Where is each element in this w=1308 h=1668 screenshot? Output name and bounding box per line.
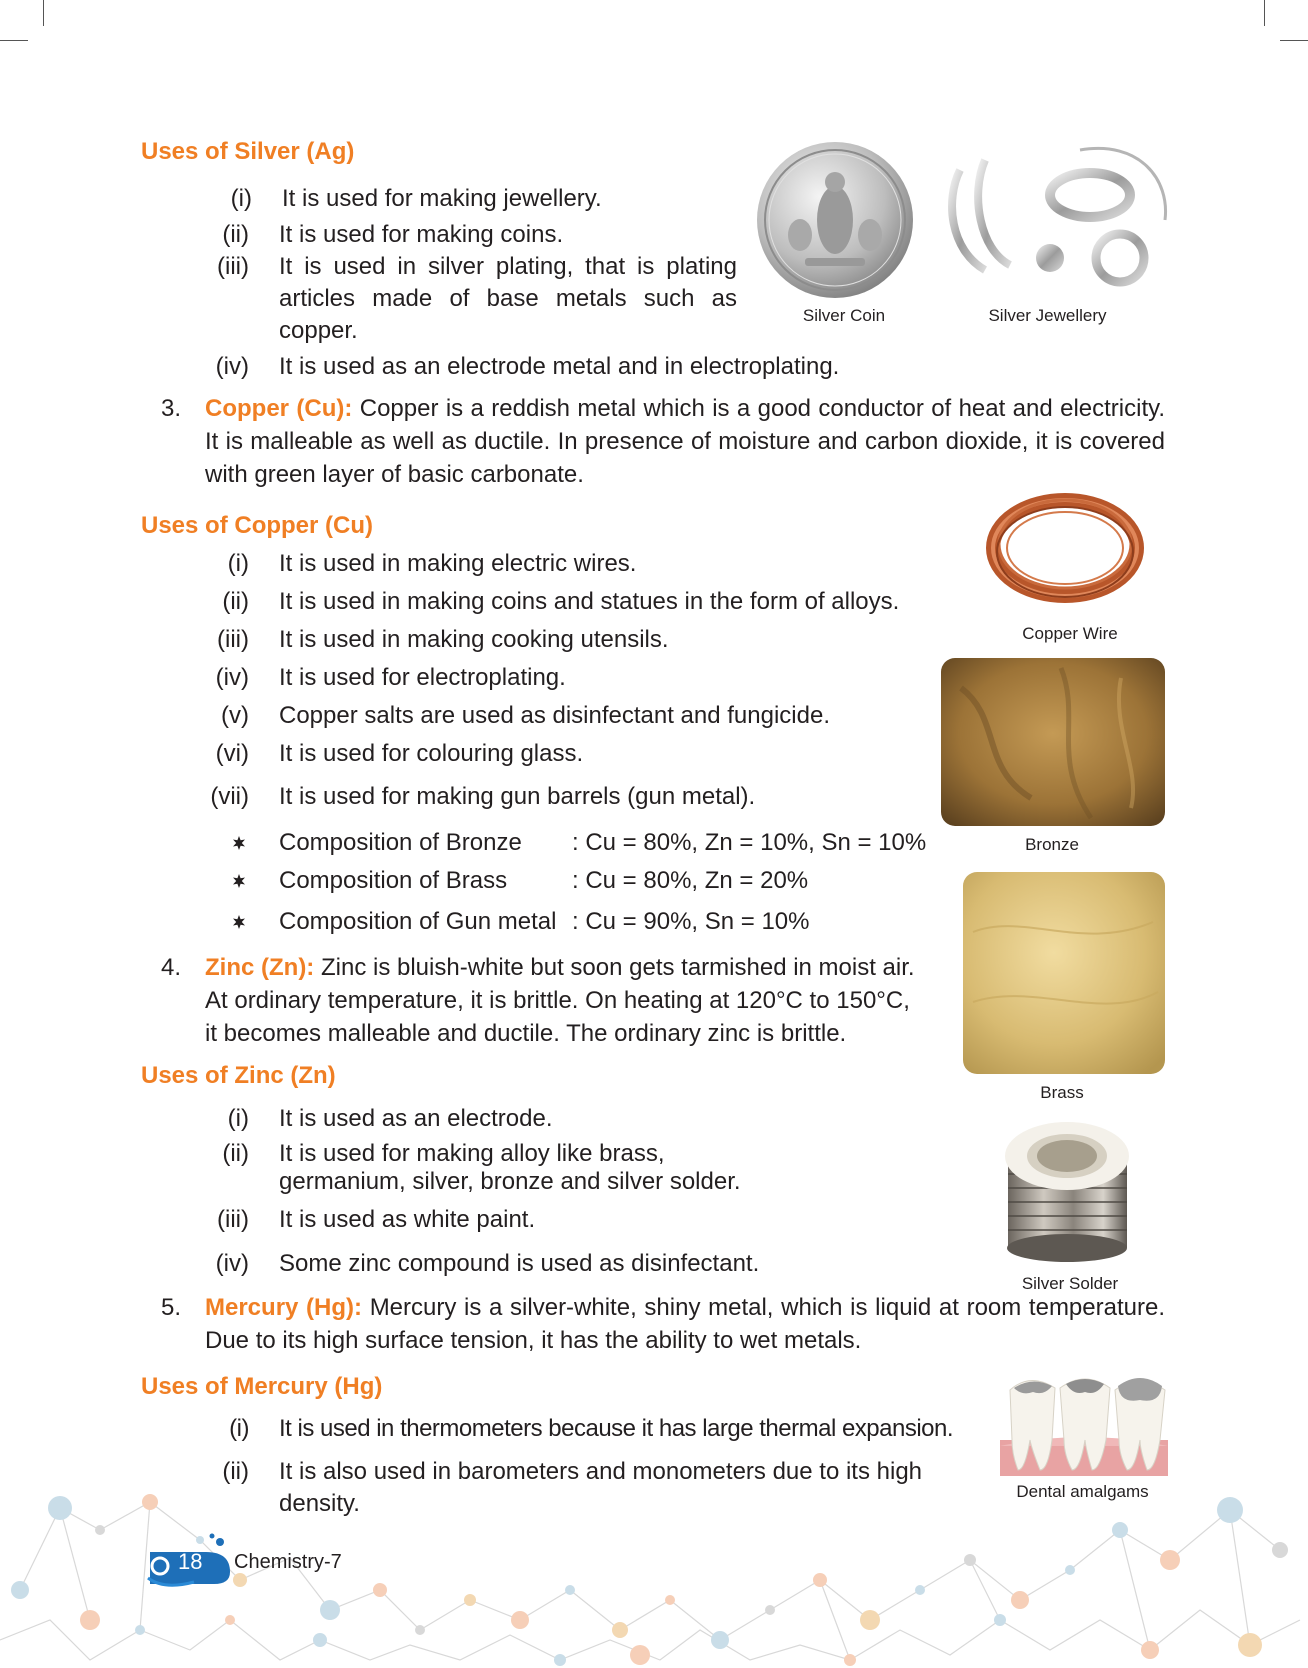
crop-mark	[0, 40, 28, 41]
list-item: (ii) It is used for making coins.	[222, 221, 564, 248]
list-item: (iii) It is used in silver plating, that is plating articles made of base metals such as copper.	[217, 253, 737, 344]
composition-value: : Cu = 90%, Sn = 10%	[572, 908, 810, 935]
list-item: (iv) It is used for electroplating.	[215, 664, 566, 691]
composition-value: : Cu = 80%, Zn = 10%, Sn = 10%	[572, 829, 927, 856]
list-item: (ii) It is used for making alloy like brass, germanium, silver, bronze and silver solder.	[222, 1140, 741, 1195]
silver-jewellery-image	[940, 140, 1170, 300]
mercury-uses-heading: Uses of Mercury (Hg)	[141, 1373, 383, 1400]
caption: Silver Coin	[802, 306, 886, 325]
copper-uses-heading: Uses of Copper (Cu)	[141, 512, 374, 539]
silver-uses-heading: Uses of Silver (Ag)	[141, 138, 355, 165]
book-title: Chemistry-7	[234, 1551, 342, 1573]
caption: Brass	[1040, 1083, 1084, 1102]
crop-mark	[1264, 0, 1265, 26]
mercury-description: 5. Mercury (Hg): Mercury is a silver-white, shiny metal, which is liquid at room temperature. Due to its high surface tension, it has the ability to wet metals.	[161, 1294, 1165, 1354]
list-item: (v) Copper salts are used as disinfectant and fungicide.	[221, 702, 831, 729]
bullet-icon	[232, 836, 246, 850]
list-item: (ii) It is also used in barometers and monometers due to its high density.	[222, 1458, 923, 1517]
list-item: (iv) It is used as an electrode metal and in electroplating.	[215, 353, 840, 380]
page-number: 18	[178, 1549, 203, 1574]
composition-label: Composition of Gun metal	[279, 908, 557, 935]
caption: Bronze	[1025, 835, 1079, 854]
brass-image	[963, 872, 1165, 1074]
list-item: (iii) It is used in making cooking utensils.	[217, 626, 669, 653]
silver-solder-image	[1000, 1112, 1135, 1264]
composition-value: : Cu = 80%, Zn = 20%	[572, 867, 809, 894]
bronze-image	[941, 658, 1165, 826]
composition-label: Composition of Brass	[279, 867, 508, 894]
page-number-badge	[144, 1548, 222, 1580]
caption: Silver Solder	[1021, 1274, 1119, 1293]
caption: Copper Wire	[1022, 624, 1118, 643]
zinc-description: 4. Zinc (Zn): Zinc is bluish-white but soon gets tarmished in moist air. At ordinary temperature, it is brittle. On heating at 120°C to 150°C, it becomes malleable and ductile. The ordinary zinc is brittle.	[161, 954, 915, 1047]
zinc-uses-heading: Uses of Zinc (Zn)	[141, 1062, 336, 1089]
list-item: (i) It is used in thermometers because it has large thermal expansion.	[229, 1415, 954, 1442]
copper-description: 3. Copper (Cu): Copper is a reddish metal which is a good conductor of heat and electricity. It is malleable as well as ductile. In presence of moisture and carbon dioxide, it is covered with green layer of basic carbonate.	[161, 395, 1166, 488]
caption: Silver Jewellery	[988, 306, 1107, 325]
composition-label: Composition of Bronze	[279, 829, 522, 856]
list-item: (ii) It is used in making coins and statues in the form of alloys.	[222, 588, 900, 615]
caption: Dental amalgams	[1016, 1482, 1149, 1501]
dental-amalgams-image	[1000, 1370, 1168, 1476]
list-item: (i) It is used for making jewellery.	[230, 185, 602, 212]
list-item: (iii) It is used as white paint.	[217, 1206, 536, 1233]
list-item: (i) It is used in making electric wires.	[227, 550, 637, 577]
list-item: (iv) Some zinc compound is used as disinfectant.	[215, 1250, 760, 1277]
copper-wire-image	[985, 486, 1145, 604]
list-item: (vi) It is used for colouring glass.	[215, 740, 584, 767]
list-item: (i) It is used as an electrode.	[227, 1105, 553, 1132]
list-item: (vii) It is used for making gun barrels (gun metal).	[210, 783, 756, 810]
crop-mark	[43, 0, 44, 26]
bullet-icon	[232, 874, 246, 888]
crop-mark	[1280, 40, 1308, 41]
silver-coin-image	[755, 140, 915, 300]
bullet-icon	[232, 915, 246, 929]
